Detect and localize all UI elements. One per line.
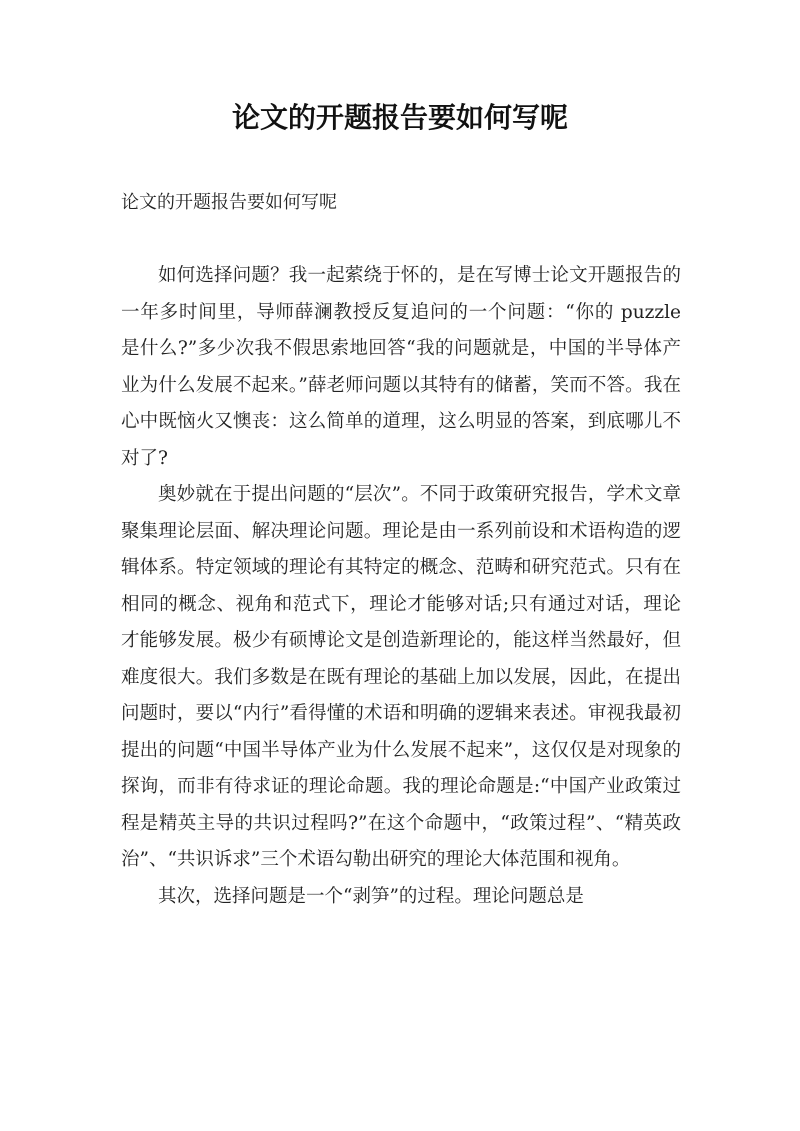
paragraph-2: 奥妙就在于提出问题的“层次”。不同于政策研究报告，学术文章聚集理论层面、解决理论问题。理论是由一系列前设和术语构造的逻辑体系。特定领域的理论有其特定的概念、范畴和研究范式。只有在相同的概念、视角和范式下，理论才能够对话;只有通过对话，理论才能够发展。极少有硕博论文是创造新理论的，能这样当然最好，但难度很大。我们多数是在既有理论的基础上加以发展，因此，在提出问题时，要以“内行”看得懂的术语和明确的逻辑来表述。审视我最初提出的问题“中国半导体产业为什么发展不起来”，这仅仅是对现象的探询，而非有待求证的理论命题。我的理论命题是:“中国产业政策过程是精英主导的共识过程吗?”在这个命题中，“政策过程”、“精英政治”、“共识诉求”三个术语勾勒出研究的理论大体范围和视角。 xyxy=(121,484,681,870)
document-subtitle: 论文的开题报告要如何写呢 xyxy=(121,192,337,213)
paragraph-1: 如何选择问题？我一起萦绕于怀的，是在写博士论文开题报告的一年多时间里，导师薛澜教授反复追问的一个问题：“你的 puzzle 是什么?”多少次我不假思索地回答“我的问题就是，中国的半导体产业为什么发展不起来。”薛老师问题以其特有的储蓄，笑而不答。我在心中既恼火又懊丧：这么简单的道理，这么明显的答案，到底哪儿不对了? xyxy=(121,265,681,469)
paragraph-3: 其次，选择问题是一个“剥笋”的过程。理论问题总是 xyxy=(158,885,584,907)
document-body xyxy=(121,258,681,915)
document-title: 论文的开题报告要如何写呢 xyxy=(231,101,568,134)
